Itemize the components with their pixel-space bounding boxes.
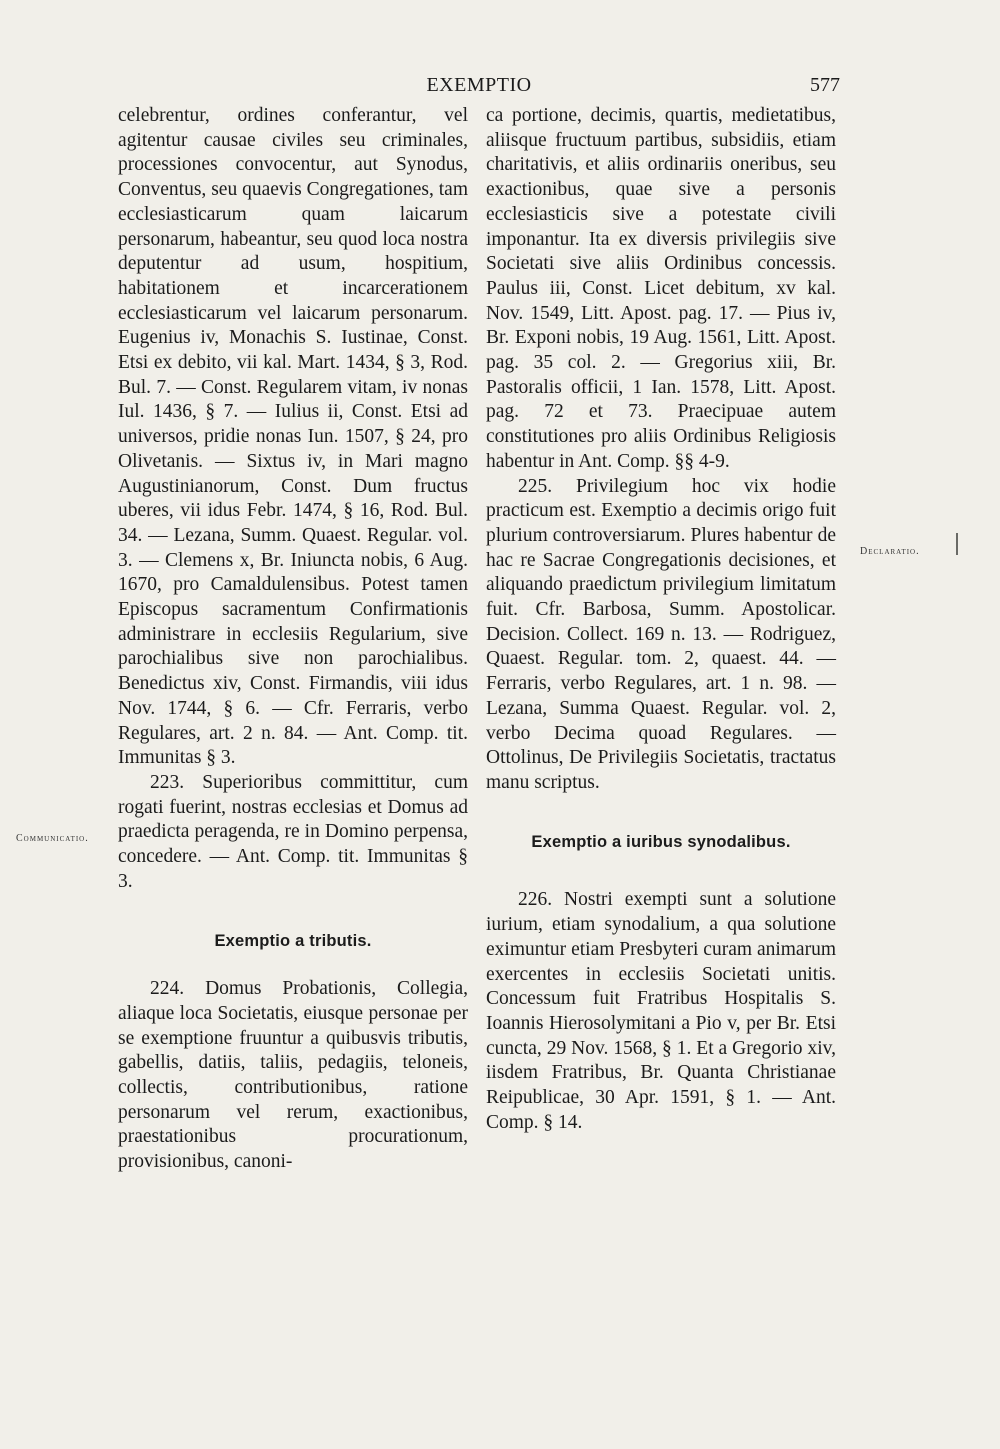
margin-note-communicatio: Communicatio. xyxy=(16,833,89,844)
paragraph-224: 224. Domus Probationis, Collegia, aliaque loca Societatis, eiusque personae per se exemptione fruuntur a quibusvis tributis, gabellis, datiis, taliis, pedagiis, teloneis, collectis, contributionibus, ratione personarum vel rerum, exactionibus, praestationibus procurationum, provisionibus, canoni- xyxy=(118,978,468,1173)
right-column xyxy=(486,104,836,1135)
paragraph-225: 225. Privilegium hoc vix hodie practicum est. Exemptio a decimis origo fuit plurium controversiarum. Plures habentur de hac re Sacrae Congregationis decisiones, et aliquando praedictum privilegium limitatum fuit. Cfr. Barbosa, Summ. Apostolicar. Decision. Collect. 169 n. 13. — Rodriguez, Quaest. Regular. tom. 2, quaest. 44. — Ferraris, verbo Regulares, art. 1 n. 98. — Lezana, Summa Quaest. Regular. vol. 2, verbo Decima quoad Regulares. — Ottolinus, De Privilegiis Societatis, tractatus manu scriptus. xyxy=(486,475,836,793)
page-edge-mark xyxy=(956,533,958,555)
left-column xyxy=(118,104,468,1175)
page-header xyxy=(118,74,840,104)
paragraph-224-continuation: ca portione, decimis, quartis, medietatibus, aliisque fructuum partibus, subsidiis, etiam charitativis, et aliis ordinariis oneribus, seu exactionibus, quae sive a personis ecclesiasticis sive a potestate civili imponantur. Ita ex diversis privilegiis sive Societati sive aliis Ordinibus concessis. Paulus iii, Const. Licet debitum, xv kal. Nov. 1549, Litt. Apost. pag. 17. — Pius iv, Br. Exponi nobis, 19 Aug. 1561, Litt. Apost. pag. 35 col. 2. — Gregorius xiii, Br. Pastoralis officii, 1 Ian. 1578, Litt. Apost. pag. 72 et 73. Praecipuae autem constitutiones pro aliis Ordinibus Religiosis habentur in Ant. Comp. §§ 4-9. xyxy=(486,105,836,472)
margin-note-declaratio: Declaratio. xyxy=(860,546,920,557)
paragraph-223: 223. Superioribus committitur, cum rogati fuerint, nostras ecclesias et Domus ad praedicta peragenda, re in Domino perpensa, concedere. — Ant. Comp. tit. Immunitas § 3. xyxy=(118,771,468,892)
running-title: EXEMPTIO xyxy=(426,74,532,96)
paragraph-222-continuation: celebrentur, ordines conferantur, vel agitentur causae civiles seu criminales, processiones convocentur, aut Synodus, Conventus, seu quaevis Congregationes, tam ecclesiasticarum quam laicarum personarum, habeantur, seu quod loca nostra deputentur ad usum, hospitium, habitationem et incarcerationem ecclesiasticarum vel laicarum personarum. Eugenius iv, Monachis S. Iustinae, Const. Etsi ex debito, vii kal. Mart. 1434, § 3, Rod. Bul. 7. — Const. Regularem vitam, iv nonas Iul. 1436, § 7. — Iulius ii, Const. Etsi ad universos, pridie nonas Iun. 1507, § 24, pro Olivetanis. — Sixtus iv, in Mari magno Augustinianorum, Const. Dum fructus uberes, vii idus Febr. 1474, § 16, Rod. Bul. 34. — Lezana, Summ. Quaest. Regular. vol. 3. — Clemens x, Br. Iniuncta nobis, 6 Aug. 1670, pro Camaldulensibus. Potest tamen Episcopus sacramentum Confirmationis administrare in ecclesiis Regularium, sive parochialibus sive non parochialibus. Benedictus xiv, Const. Firmandis, viii idus Nov. 1744, § 6. — Cfr. Ferraris, verbo Regulares, art. 2 n. 84. — Ant. Comp. tit. Immunitas § 3. xyxy=(118,105,468,769)
page-number: 577 xyxy=(810,74,840,96)
paragraph-226: 226. Nostri exempti sunt a solutione iurium, etiam synodalium, a qua solutione eximuntur etiam Presbyteri curam animarum exercentes in ecclesiis Societati unitis. Concessum fuit Fratribus Hospitalis S. Ioannis Hierosolymitani a Pio v, per Br. Etsi cuncta, 29 Nov. 1568, § 1. Et a Gregorio xiv, iisdem Fratribus, Br. Quanta Christianae Reipublicae, 30 Apr. 1591, § 1. — Ant. Comp. § 14. xyxy=(486,889,836,1133)
section-heading-tributis: Exemptio a tributis. xyxy=(214,931,372,950)
section-heading-synodalibus: Exemptio a iuribus synodalibus. xyxy=(531,832,791,851)
